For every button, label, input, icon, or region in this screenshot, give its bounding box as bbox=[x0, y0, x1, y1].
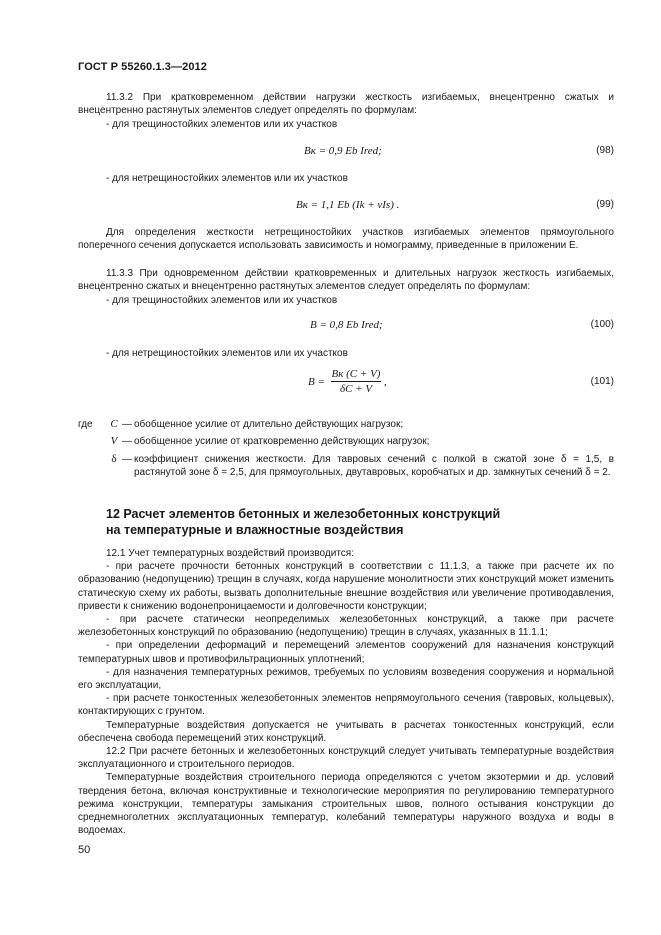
paragraph-case2 bbox=[78, 172, 614, 185]
paragraph-text: 12.2 При расчете бетонных и железобетонных конструкций следует учитывать температурные воздействия эксплуатационного и строительного периодов. bbox=[78, 746, 614, 771]
definition-item bbox=[78, 418, 614, 431]
formula-number: (101) bbox=[590, 376, 614, 387]
definition-item bbox=[78, 435, 614, 448]
paragraph-case2-b bbox=[78, 347, 614, 360]
definition-symbol: C bbox=[110, 418, 118, 430]
paragraph-text: 12.1 Учет температурных воздействий производится: bbox=[106, 548, 354, 559]
section-12-body bbox=[78, 547, 614, 837]
definitions-list bbox=[78, 418, 614, 480]
paragraph-text: Для определения жесткости нетрещиностойких участков изгибаемых элементов прямоугольного поперечного сечения допускается использовать зависимость и номограмму, приведенные в приложении Е. bbox=[78, 227, 614, 252]
document-header: ГОСТ Р 55260.1.3—2012 bbox=[78, 61, 207, 73]
definition-text: коэффициент снижения жесткости. Для тавровых сечений с полкой в сжатой зоне δ = 1,5, в растянутой зоне δ = 2,5, для прямоугольных, двутавровых, коробчатых и др. замкнутых сечений δ = 2. bbox=[134, 453, 614, 479]
formula-expression: Bк = 1,1 Eb (Ik + νIs) . bbox=[296, 199, 400, 211]
section-title-line: 12 Расчет элементов бетонных и железобетонных конструкций bbox=[106, 507, 501, 521]
paragraph-note-e bbox=[78, 226, 614, 253]
paragraph-11-3-2 bbox=[78, 91, 614, 131]
formula-fraction bbox=[331, 368, 381, 398]
paragraph-text: 11.3.3 При одновременном действии кратковременных и длительных нагрузок жесткость изгибаемых, внецентренно сжатых и внецентренно растянутых элементов следует определять по формулам: bbox=[78, 268, 614, 293]
paragraph-text: 11.3.2 При кратковременном действии нагрузки жесткость изгибаемых, внецентренно сжатых и внецентренно растянутых элементов следует определять по формулам: bbox=[78, 92, 614, 117]
list-item: - при расчете прочности бетонных конструкций в соответствии с 11.1.3, а также при расчете их по образованию (недопущению) трещин в случаях, когда нарушение монолитности этих конструкций может изменить статическую схему их работы, вызвать дополнительные внешние воздействия или увеличение противодавления, привести к снижению водонепроницаемости и долговечности конструкции; bbox=[78, 561, 614, 612]
formula-tail: , bbox=[384, 376, 387, 388]
list-item: - для назначения температурных режимов, требуемых по условиям возведения сооружения и нормальной его эксплуатации, bbox=[78, 666, 614, 692]
list-item: - для трещиностойких элементов или их участков bbox=[106, 118, 338, 130]
formula-number: (99) bbox=[596, 199, 614, 210]
fraction-numerator: Bк (C + V) bbox=[331, 368, 381, 380]
definition-text: обобщенное усилие от кратковременно действующих нагрузок; bbox=[134, 436, 430, 448]
list-item: - для нетрещиностойких элементов или их участков bbox=[106, 173, 348, 184]
paragraph-text: Температурные воздействия допускается не учитывать в расчетах тонкостенных конструкций, если обеспечена свобода перемещений этих конструкций. bbox=[78, 719, 614, 744]
section-title bbox=[106, 506, 576, 538]
page-number: 50 bbox=[78, 844, 91, 856]
formula-lhs: B = bbox=[308, 376, 325, 388]
definition-dash: — bbox=[122, 436, 132, 448]
list-item: - при расчете статически неопределимых железобетонных конструкций, а также при расчете железобетонных конструкций по образованию (недопущению) трещин в случаях, указанных в 11.1.1; bbox=[78, 614, 614, 639]
formula-expression: Bк = 0,9 Eb Ired; bbox=[304, 145, 382, 157]
paragraph-11-3-3 bbox=[78, 267, 614, 307]
formula-number: (100) bbox=[590, 319, 614, 330]
list-item: - для нетрещиностойких элементов или их участков bbox=[106, 348, 348, 359]
definition-dash: — bbox=[122, 453, 132, 465]
where-label: где bbox=[78, 419, 93, 430]
definition-dash: — bbox=[122, 419, 132, 430]
formula-99 bbox=[78, 199, 614, 213]
definition-symbol: V bbox=[110, 435, 118, 448]
formula-100 bbox=[78, 319, 614, 333]
formula-number: (98) bbox=[596, 145, 614, 156]
list-item: - для трещиностойких элементов или их участков bbox=[106, 294, 338, 306]
definition-symbol: δ bbox=[111, 452, 117, 465]
formula-expression: B = 0,8 Eb Ired; bbox=[310, 319, 383, 331]
definition-item bbox=[78, 453, 614, 480]
definition-text: обобщенное усилие от длительно действующих нагрузок; bbox=[134, 419, 404, 430]
list-item: - при определении деформаций и перемещений элементов сооружений для назначения конструкций температурных швов и противофильтрационных уплотнений; bbox=[78, 640, 614, 665]
fraction-denominator: δC + V bbox=[339, 383, 373, 395]
formula-98 bbox=[78, 145, 614, 159]
fraction-bar bbox=[331, 381, 381, 382]
section-title-line: на температурные и влажностные воздействия bbox=[106, 523, 404, 537]
paragraph-text: Температурные воздействия строительного периода определяются с учетом экзотермии и др. условий твердения бетона, включая конструктивные и технологические мероприятия по регулированию температурного режима конструкции, температуры замыкания строительных швов, полного остывания конструкции до среднемноголетних эксплуатационных температур, колебаний температуры наружного воздуха и воды в водоемах. bbox=[78, 772, 614, 837]
list-item: - при расчете тонкостенных железобетонных элементов непрямоугольного сечения (тавровых, кольцевых), контактирующих с грунтом. bbox=[78, 693, 614, 718]
formula-101 bbox=[78, 368, 614, 398]
